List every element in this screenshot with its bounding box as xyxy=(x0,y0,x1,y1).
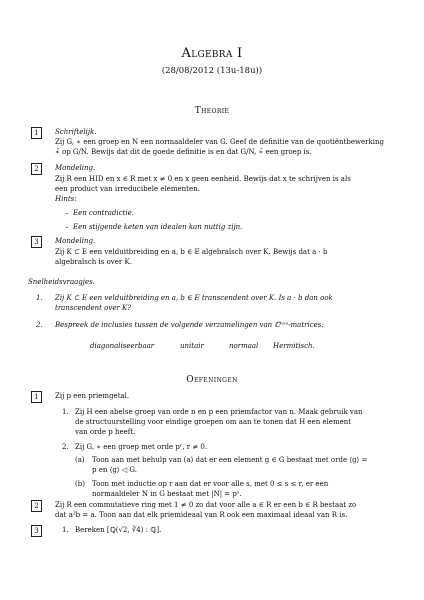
subquestion-text: de structuurstelling voor eindige groepen om aan te tonen dat H een element xyxy=(75,418,352,426)
exercise-intro: Zij p een priemgetal. xyxy=(55,392,130,400)
section-theory-heading: Theorie xyxy=(194,106,230,116)
exercise-number-box: 1 xyxy=(31,391,42,403)
question-number-box: 1 xyxy=(31,127,42,139)
exercise-number-box: 2 xyxy=(31,500,42,512)
speed-item-number: 1. xyxy=(36,294,43,302)
matrix-set-term: Hermitisch. xyxy=(273,342,315,350)
part-text: Toon aan met behulp van (a) dat er een element g ∈ G bestaat met orde ⟨g⟩ = xyxy=(92,456,368,464)
hint-item: – Een stijgende keten van idealen kan nuttig zijn. xyxy=(65,223,243,231)
exam-date: (28/08/2012 (13u-18u)) xyxy=(161,66,263,76)
question-text-line: Zij K ⊂ E een velduitbreiding en a, b ∈ E algebraïsch over K. Bewijs dat a · b xyxy=(55,248,328,256)
subquestion-text: Zij G, ∗ een groep met orde pʳ, r ≠ 0. xyxy=(75,443,208,451)
question-text-line: Zij G, ∗ een groep en N een normaaldeler van G. Geef de definitie van de quotiëntbewerking xyxy=(55,138,384,146)
subquestion-number: 2. xyxy=(62,443,69,451)
hint-item: – Een contradictie. xyxy=(65,209,134,217)
speed-questions-label: Snelheidsvraagjes. xyxy=(28,278,95,286)
part-text: normaaldeler N in G bestaat met |N| = pˢ. xyxy=(92,490,242,498)
matrix-set-term: diagonaliseerbaar xyxy=(90,342,155,350)
subquestion-number: 1. xyxy=(62,526,69,534)
question-type-label: Mondeling. xyxy=(55,237,96,245)
part-text: p en ⟨g⟩ ◁ G. xyxy=(92,466,137,474)
question-number-box: 2 xyxy=(31,163,42,175)
hints-label: Hints: xyxy=(55,195,77,203)
speed-item-text: Zij K ⊂ E een velduitbreiding en a, b ∈ E transcendent over K. Is a · b dan ook xyxy=(55,294,333,302)
question-text-line: algebraïsch is over K. xyxy=(55,258,132,266)
part-label: (a) xyxy=(75,456,85,464)
subquestion-text: Zij H een abelse groep van orde n en p een priemfactor van n. Maak gebruik van xyxy=(75,408,363,416)
matrix-set-term: normaal xyxy=(229,342,259,350)
section-exercises-heading: Oefeningen xyxy=(186,375,238,385)
part-label: (b) xyxy=(75,480,85,488)
question-text-line: ∗̄ op G/N. Bewijs dat dit de goede definitie is en dat G/N, ∗̄ een groep is. xyxy=(55,148,312,156)
speed-item-number: 2. xyxy=(36,321,43,329)
subquestion-text: van orde p heeft. xyxy=(75,428,136,436)
exercise-text-line: Bereken [ℚ(√2, ∛4) : ℚ]. xyxy=(75,526,162,534)
question-text-line: Zij R een HID en x ∈ R met x ≠ 0 en x geen eenheid. Bewijs dat x te schrijven is als xyxy=(55,175,351,183)
part-text: Toon met inductie op r aan dat er voor alle s, met 0 ≤ s ≤ r, er een xyxy=(92,480,329,488)
exercise-text-line: Zij R een commutatieve ring met 1 ≠ 0 zo dat voor alle a ∈ R er een b ∈ R bestaat zo xyxy=(55,501,357,509)
exercise-text-line: dat a²b = a. Toon aan dat elk priemideaal van R ook een maximaal ideaal van R is. xyxy=(55,511,348,519)
subquestion-number: 1. xyxy=(62,408,69,416)
speed-item-text: transcendent over K? xyxy=(55,304,132,312)
exercise-number-box: 3 xyxy=(31,525,42,537)
question-text-line: een product van irreducibele elementen. xyxy=(55,185,200,193)
exam-title: Algebra I xyxy=(181,46,243,61)
question-type-label: Schriftelijk. xyxy=(55,128,97,136)
matrix-set-term: unitair xyxy=(180,342,204,350)
question-number-box: 3 xyxy=(31,236,42,248)
question-type-label: Mondeling. xyxy=(55,164,96,172)
speed-item-text: Bespreek de inclusies tussen de volgende verzamelingen van ℂⁿˣⁿ-matrices: xyxy=(55,321,324,329)
